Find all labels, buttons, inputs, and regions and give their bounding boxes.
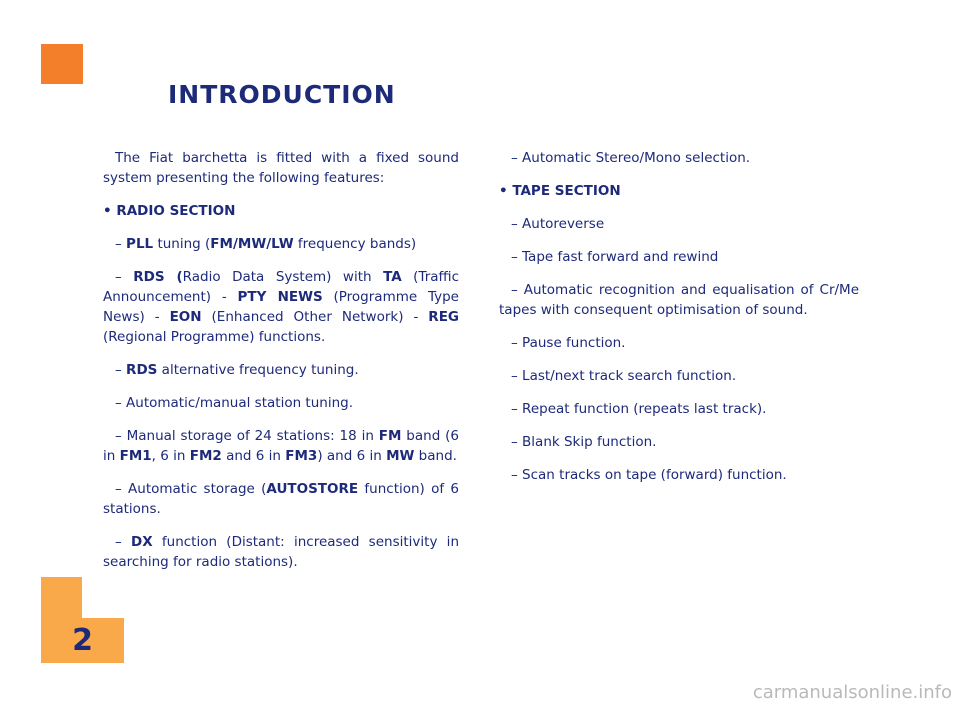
dx-item: – DX function (Distant: increased sensitivity in searching for radio stations). xyxy=(103,534,459,570)
autostore-item: – Automatic storage (AUTOSTORE function) of 6 stations. xyxy=(103,481,459,517)
stereo-item: – Automatic Stereo/Mono selection. xyxy=(511,150,751,166)
repeat-item: – Repeat function (repeats last track). xyxy=(511,401,767,417)
manual-storage-item: – Manual storage of 24 stations: 18 in FM band (6 in FM1, 6 in FM2 and 6 in FM3) and 6 in MW band. xyxy=(103,428,460,464)
rds-alt-item: – RDS alternative frequency tuning. xyxy=(115,362,359,378)
right-column xyxy=(499,148,859,498)
left-column xyxy=(103,148,459,585)
page-number: 2 xyxy=(72,623,93,658)
fast-forward-item: – Tape fast forward and rewind xyxy=(511,249,719,265)
tape-section-heading: • TAPE SECTION xyxy=(499,183,621,199)
orange-corner-square xyxy=(41,44,83,84)
auto-manual-item: – Automatic/manual station tuning. xyxy=(115,395,353,411)
radio-section-heading: • RADIO SECTION xyxy=(103,203,236,219)
recognition-item: – Automatic recognition and equalisation of Cr/Me tapes with consequent optimisation of sound. xyxy=(499,282,859,318)
watermark-footer: carmanualsonline.info xyxy=(752,682,952,703)
page-title: INTRODUCTION xyxy=(168,80,396,109)
pause-item: – Pause function. xyxy=(511,335,626,351)
rds-item: – RDS (Radio Data System) with TA (Traffic Announcement) - PTY NEWS (Programme Type News) - EON (Enhanced Other Network) - REG (Regional Programme) functions. xyxy=(103,269,459,345)
scan-item: – Scan tracks on tape (forward) function. xyxy=(511,467,787,483)
pll-item: – PLL tuning (FM/MW/LW frequency bands) xyxy=(115,236,417,252)
intro-paragraph: The Fiat barchetta is fitted with a fixed sound system presenting the following features: xyxy=(103,150,459,186)
search-item: – Last/next track search function. xyxy=(511,368,737,384)
autoreverse-item: – Autoreverse xyxy=(511,216,605,232)
blank-skip-item: – Blank Skip function. xyxy=(511,434,657,450)
